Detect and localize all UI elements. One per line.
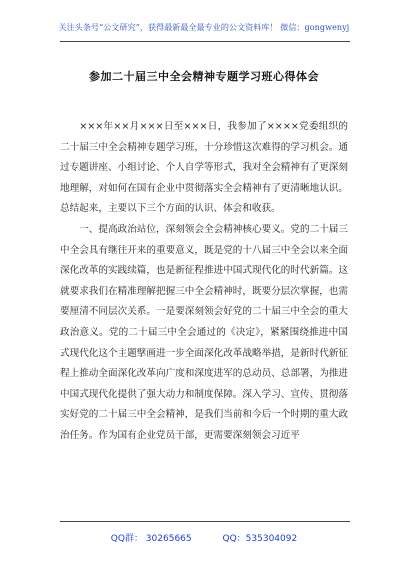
header-divider <box>60 41 350 42</box>
footer-contact <box>0 531 408 544</box>
header-promo-note: 关注头条号“公文研究”，获得最新最全最专业的公文资料库！ 微信：gongwenyj <box>58 23 350 32</box>
document-title: 参加二十届三中全会精神专题学习班心得体会 <box>89 70 319 83</box>
body-paragraph-intro: ×××年××月×××日至×××日，我参加了××××党委组织的二十届三中全会精神专题学习班，十分珍惜这次难得的学习机会。通过专题讲座、小组讨论、个人自学等形式，我对全会精神有了更深刻地理解，对如何在国有企业中贯彻落实全会精神有了更清晰地认识。总结起来，主要以下三个方面的认识、体会和收获。 <box>60 121 348 215</box>
document-body <box>60 117 348 447</box>
footer-qq-group: QQ群： 30265665 <box>110 534 192 544</box>
body-paragraph-section-one: 一、提高政治站位，深刻领会全会精神核心要义。党的二十届三中全会具有继往开来的重要意义，既是党的十八届三中全会以来全面深化改革的实践续篇，也是新征程推进中国式现代化的时代新篇。这就要求我们在精准理解把握三中全会精神时，既要分层次掌握，也需要厘清不同层次关系。一是要深刻领会好党的二十届三中全会的重大政治意义。党的二十届三中全会通过的《决定》，紧紧围绕推进中国式现代化这个主题擘画进一步全面深化改革战略举措，是新时代新征程上推动全面深化改革向广度和深度进军的总动员、总部署，为推进中国式现代化提供了强大动力和制度保障。深入学习、宣传、贯彻落实好党的二十届三中全会精神，是我们当前和今后一个时期的重大政治任务。作为国有企业党员干部，更需要深刻领会习近平 <box>60 223 348 441</box>
footer-divider <box>60 521 350 522</box>
footer-qq-number: QQ：535304092 <box>222 534 298 544</box>
